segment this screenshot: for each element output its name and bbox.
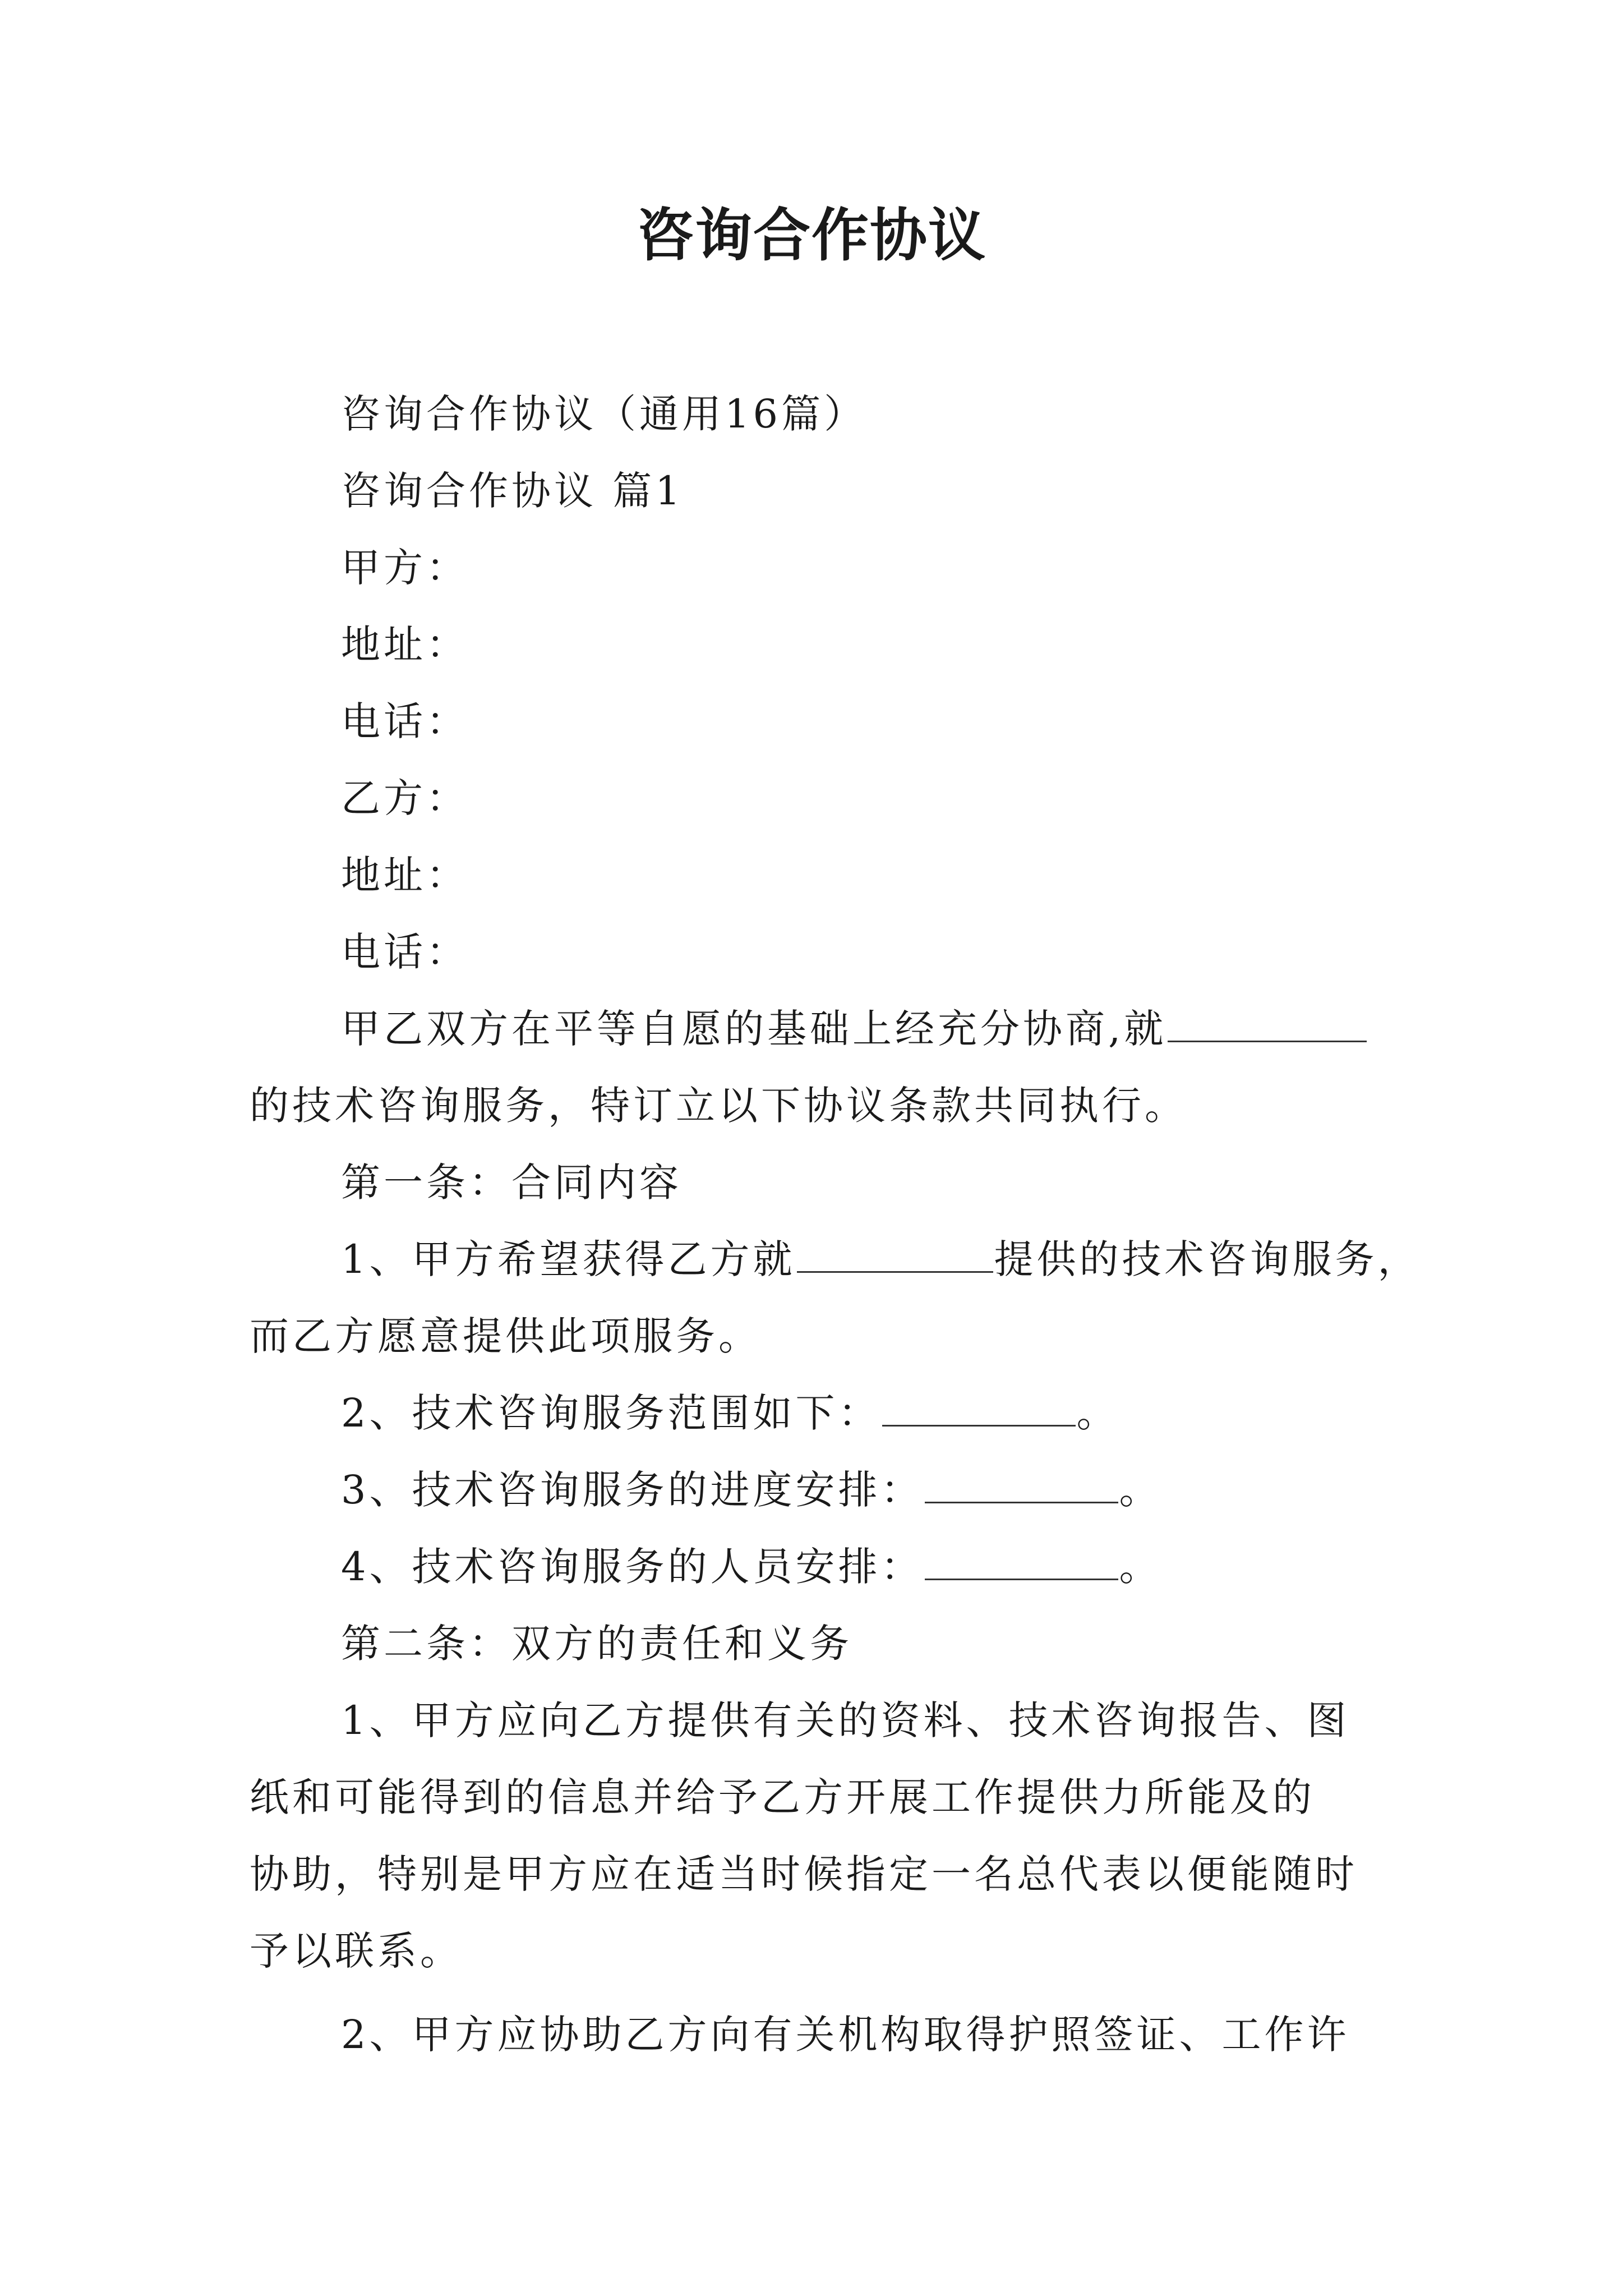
intro-paragraph-line-2: 的技术咨询服务，特订立以下协议条款共同执行。: [250, 1083, 1187, 1129]
fill-in-blank: [882, 1391, 1076, 1427]
period-mark: 。: [1119, 1544, 1162, 1590]
article-2-item-1-line-1: 1、甲方应向乙方提供有关的资料、技术咨询报告、图: [341, 1697, 1350, 1743]
party-b-address: 地址：: [341, 852, 469, 898]
article-1-item-4: [250, 1529, 1380, 1605]
fill-in-blank: [1168, 1007, 1367, 1042]
article-2-heading: 第二条：双方的责任和义务: [341, 1621, 852, 1667]
article-2-item-2-line-1: 2、甲方应协助乙方向有关机构取得护照签证、工作许: [341, 2012, 1350, 2058]
article-2-item-1-line-4: 予以联系。: [250, 1928, 463, 1974]
party-a-phone: 电话：: [341, 698, 469, 744]
party-b-label: 乙方：: [341, 775, 469, 821]
article-1-item-1-line-1: [250, 1221, 1421, 1298]
period-mark: 。: [1076, 1390, 1119, 1436]
article-1-item-3: [250, 1452, 1380, 1529]
intro-text: 甲乙双方在平等自愿的基础上经充分协商,就: [341, 1006, 1167, 1052]
fill-in-blank: [925, 1468, 1118, 1503]
article-1-item-1-text-a: 1、甲方希望获得乙方就: [341, 1236, 796, 1282]
chapter-heading: 咨询合作协议 篇1: [341, 468, 684, 514]
party-b-phone: 电话：: [341, 929, 469, 975]
fill-in-blank: [925, 1545, 1118, 1580]
party-a-address: 地址：: [341, 622, 469, 668]
document-subtitle: 咨询合作协议（通用16篇）: [341, 391, 867, 437]
article-1-item-1-text-b: 提供的技术咨询服务，: [994, 1236, 1421, 1282]
period-mark: 。: [1119, 1467, 1162, 1513]
article-1-item-4-text: 4、技术咨询服务的人员安排：: [341, 1544, 924, 1590]
fill-in-blank: [797, 1237, 993, 1273]
article-1-item-3-text: 3、技术咨询服务的进度安排：: [341, 1467, 924, 1513]
article-2-item-1-line-2: 纸和可能得到的信息并给予乙方开展工作提供力所能及的: [250, 1774, 1315, 1820]
article-2-item-1-line-3: 协助，特别是甲方应在适当时候指定一名总代表以便能随时: [250, 1851, 1358, 1897]
article-1-heading: 第一条：合同内容: [341, 1159, 682, 1205]
document-title: 咨询合作协议: [637, 202, 986, 269]
article-1-item-2-text: 2、技术咨询服务范围如下：: [341, 1390, 881, 1436]
article-1-item-1-line-2: 而乙方愿意提供此项服务。: [250, 1313, 761, 1359]
party-a-label: 甲方：: [341, 545, 469, 591]
article-1-item-2: [250, 1375, 1380, 1452]
intro-paragraph-line-1: [250, 991, 1380, 1068]
document-body: [250, 376, 1421, 2073]
